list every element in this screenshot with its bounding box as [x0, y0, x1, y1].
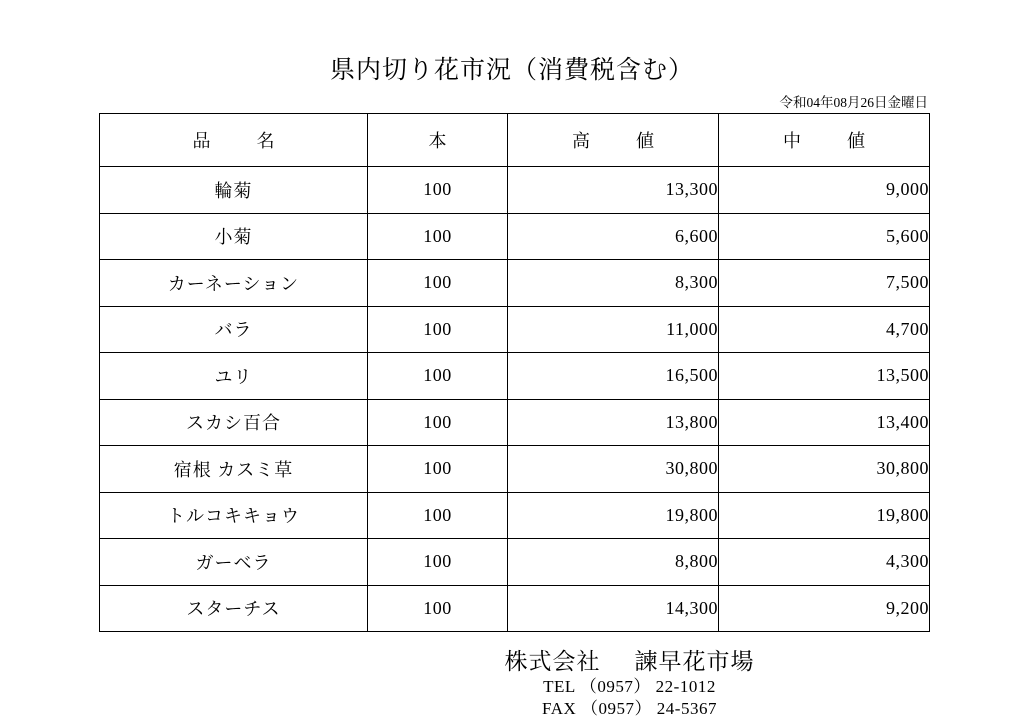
- table-row: [100, 353, 930, 400]
- document-footer: [0, 643, 1024, 721]
- cell-quantity: 100: [368, 167, 508, 214]
- cell-item-name: ガーベラ: [100, 539, 368, 586]
- cell-high-price: 8,300: [508, 260, 719, 307]
- cell-quantity: 100: [368, 446, 508, 493]
- table-row: [100, 539, 930, 586]
- table-row: [100, 585, 930, 632]
- table-row: [100, 399, 930, 446]
- table-row: [100, 167, 930, 214]
- market-table-container: [99, 113, 929, 632]
- table-row: [100, 260, 930, 307]
- table-row: [100, 306, 930, 353]
- cell-item-name: 小菊: [100, 213, 368, 260]
- cell-mid-price: 4,300: [719, 539, 930, 586]
- cell-quantity: 100: [368, 213, 508, 260]
- company-line: [0, 643, 1024, 676]
- cell-mid-price: 7,500: [719, 260, 930, 307]
- cell-high-price: 19,800: [508, 492, 719, 539]
- cell-item-name: 輪菊: [100, 167, 368, 214]
- cell-mid-price: 4,700: [719, 306, 930, 353]
- cell-high-price: 13,800: [508, 399, 719, 446]
- cell-mid-price: 13,400: [719, 399, 930, 446]
- cell-item-name: スターチス: [100, 585, 368, 632]
- telephone-number: TEL （0957） 22-1012: [543, 677, 716, 696]
- cell-mid-price: 13,500: [719, 353, 930, 400]
- table-row: [100, 213, 930, 260]
- cell-mid-price: 9,000: [719, 167, 930, 214]
- market-price-table: [99, 113, 930, 632]
- table-row: [100, 492, 930, 539]
- cell-item-name: バラ: [100, 306, 368, 353]
- cell-item-name: ユリ: [100, 353, 368, 400]
- cell-mid-price: 9,200: [719, 585, 930, 632]
- table-row: [100, 446, 930, 493]
- cell-item-name: カーネーション: [100, 260, 368, 307]
- table-body: [100, 167, 930, 632]
- cell-item-name: 宿根 カスミ草: [100, 446, 368, 493]
- table-header: [100, 114, 930, 167]
- document-date: 令和04年08月26日金曜日: [779, 95, 928, 110]
- cell-quantity: 100: [368, 260, 508, 307]
- cell-mid-price: 5,600: [719, 213, 930, 260]
- cell-high-price: 14,300: [508, 585, 719, 632]
- cell-quantity: 100: [368, 539, 508, 586]
- page-title: 県内切り花市況（消費税含む）: [329, 57, 694, 84]
- column-header-name: 品 名: [100, 114, 368, 167]
- cell-high-price: 11,000: [508, 306, 719, 353]
- column-header-quantity: 本: [368, 114, 508, 167]
- cell-high-price: 30,800: [508, 446, 719, 493]
- table-header-row: [100, 114, 930, 167]
- cell-mid-price: 19,800: [719, 492, 930, 539]
- cell-item-name: トルコキキョウ: [100, 492, 368, 539]
- column-header-mid-price: 中 値: [719, 114, 930, 167]
- cell-mid-price: 30,800: [719, 446, 930, 493]
- column-header-high-price: 高 値: [508, 114, 719, 167]
- company-prefix: 株式会社: [504, 649, 601, 674]
- contact-block: [0, 676, 1024, 721]
- fax-number: FAX （0957） 24-5367: [542, 699, 717, 719]
- cell-quantity: 100: [368, 306, 508, 353]
- cell-high-price: 16,500: [508, 353, 719, 400]
- cell-quantity: 100: [368, 399, 508, 446]
- cell-quantity: 100: [368, 492, 508, 539]
- company-name: 諫早花市場: [634, 649, 755, 674]
- cell-quantity: 100: [368, 585, 508, 632]
- cell-high-price: 13,300: [508, 167, 719, 214]
- cell-item-name: スカシ百合: [100, 399, 368, 446]
- cell-quantity: 100: [368, 353, 508, 400]
- cell-high-price: 8,800: [508, 539, 719, 586]
- cell-high-price: 6,600: [508, 213, 719, 260]
